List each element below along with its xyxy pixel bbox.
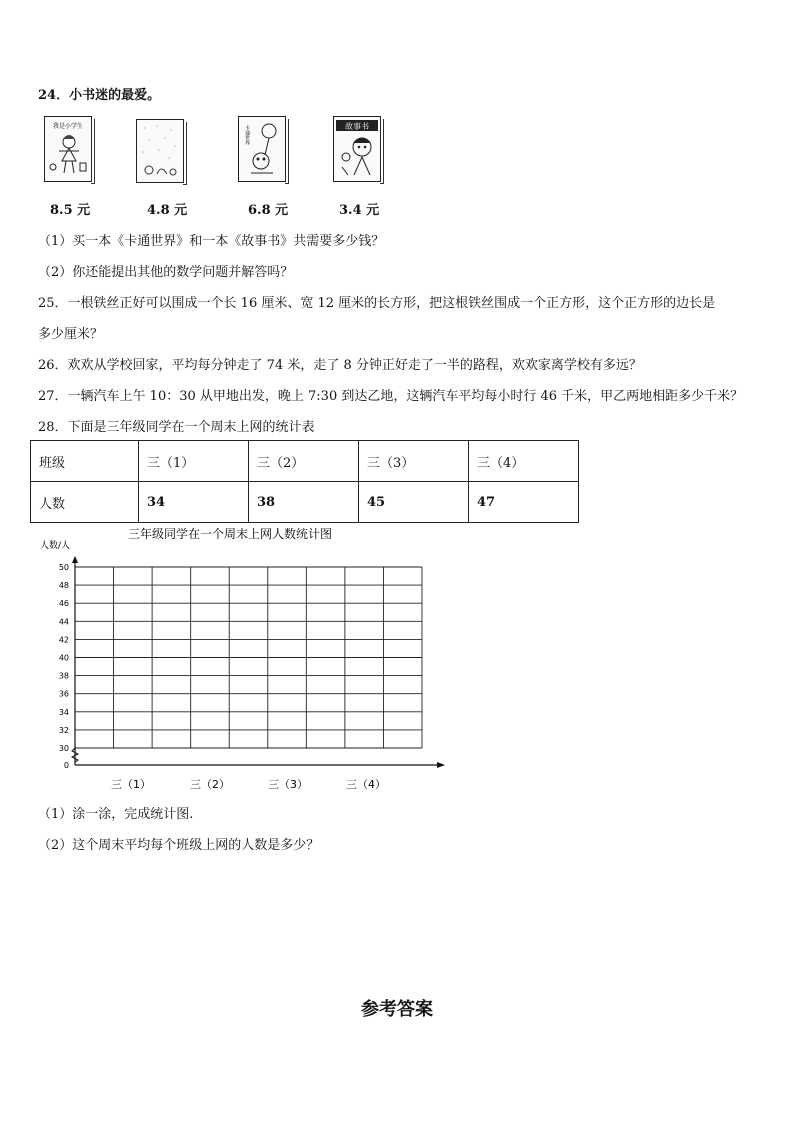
- y-tick-label: 36: [58, 689, 69, 699]
- table-cell: 34: [139, 482, 249, 523]
- y-tick-label: 46: [58, 599, 69, 609]
- table-cell: 班级: [31, 441, 139, 482]
- table-cell: 45: [359, 482, 469, 523]
- q28-title: 28．下面是三年级同学在一个周末上网的统计表: [38, 420, 315, 435]
- q24-sub1: （1）买一本《卡通世界》和一本《故事书》共需要多少钱？: [38, 234, 385, 249]
- x-axis-arrow-icon: [437, 762, 445, 768]
- book-cover-4: [333, 116, 381, 182]
- q26-text: 26．欢欢从学校回家，平均每分钟走了 74 米，走了 8 分钟正好走了一半的路程，欢欢家离学校有多远？: [38, 358, 642, 373]
- book-cover-2: [136, 119, 184, 183]
- x-tick-label: 三（4）: [346, 778, 386, 791]
- table-cell: 三（2）: [249, 441, 359, 482]
- bar-chart: [0, 520, 794, 800]
- y-tick-label: 38: [58, 671, 69, 681]
- story-book-cover-icon: [334, 117, 380, 181]
- chart-ylabel: 人数/人: [40, 541, 71, 551]
- q25-line1: 25．一根铁丝正好可以围成一个长 16 厘米、宽 12 厘米的长方形，把这根铁丝围成一个正方形，这个正方形的边长是: [38, 296, 716, 311]
- y-tick-label: 42: [58, 635, 69, 645]
- book-cover-3: [238, 116, 286, 182]
- y-axis-arrow-icon: [72, 556, 78, 563]
- q25-line2: 多少厘米？: [38, 327, 104, 342]
- x-tick-label: 三（2）: [190, 778, 230, 791]
- cartoon-book-cover-icon: [239, 117, 285, 181]
- q27-text: 27．一辆汽车上午 10：30 从甲地出发，晚上 7:30 到达乙地，这辆汽车平均每小时行 46 千米，甲乙两地相距多少千米？: [38, 389, 744, 404]
- table-row: [31, 482, 579, 523]
- answer-heading: 参考答案: [361, 999, 433, 1020]
- table-cell: 38: [249, 482, 359, 523]
- price-book-3: 6.8 元: [248, 203, 289, 218]
- y-tick-label: 50: [58, 563, 69, 572]
- table-cell: 三（3）: [359, 441, 469, 482]
- x-tick-label: 三（1）: [111, 778, 151, 791]
- table-cell: 47: [469, 482, 579, 523]
- table-cell: 三（4）: [469, 441, 579, 482]
- table-cell: 三（1）: [139, 441, 249, 482]
- q28-sub1: （1）涂一涂，完成统计图.: [38, 807, 194, 822]
- y-tick-label: 32: [58, 725, 69, 735]
- x-tick-label: 三（3）: [268, 778, 308, 791]
- chart-title: 三年级同学在一个周末上网人数统计图: [127, 527, 333, 541]
- book-cover-1: [44, 116, 92, 182]
- y-tick-label: 30: [58, 744, 69, 753]
- stats-table: [30, 440, 579, 523]
- price-book-4: 3.4 元: [339, 203, 380, 218]
- price-book-1: 8.5 元: [50, 203, 91, 218]
- girl-book-cover-icon: [45, 117, 91, 181]
- q24-title: 24．小书迷的最爱。: [38, 88, 161, 103]
- table-cell: 人数: [31, 482, 139, 523]
- book-1-title: 我是小学生: [52, 123, 84, 130]
- y-tick-label: 44: [58, 617, 69, 627]
- book-4-title: 故事书: [345, 122, 369, 131]
- y-tick-label: 40: [58, 653, 69, 663]
- y-tick-label: 48: [58, 581, 69, 591]
- y-tick-label: 34: [58, 707, 69, 717]
- book-3-title: 卡通世界: [244, 125, 250, 145]
- q28-sub2: （2）这个周末平均每个班级上网的人数是多少？: [38, 838, 320, 853]
- table-row: [31, 441, 579, 482]
- q24-sub2: （2）你还能提出其他的数学问题并解答吗？: [38, 265, 294, 280]
- y-tick-label: 0: [63, 761, 69, 770]
- blank-book-cover-icon: [137, 120, 183, 182]
- price-book-2: 4.8 元: [147, 203, 188, 218]
